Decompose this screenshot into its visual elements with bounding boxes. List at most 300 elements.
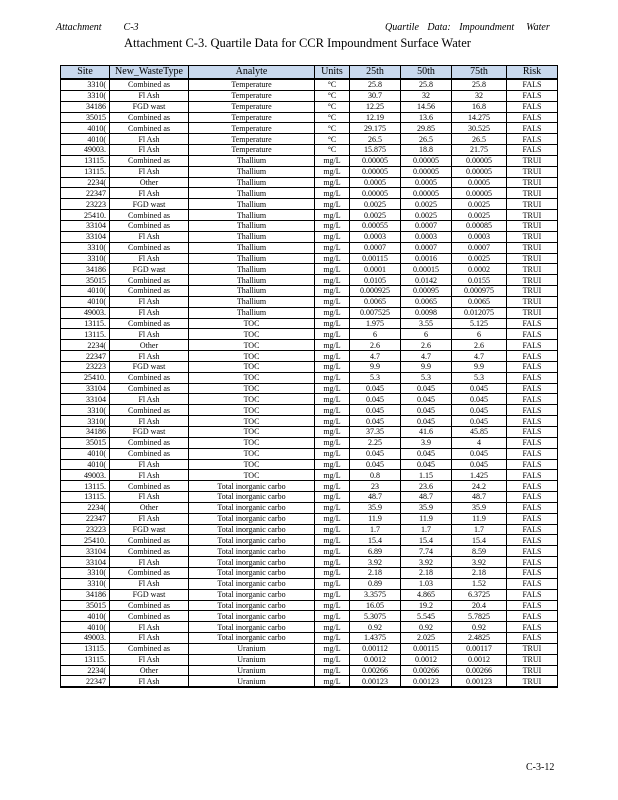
cell-50th: 0.00123: [401, 676, 452, 687]
cell-25th: 0.0007: [350, 242, 401, 253]
table-row: [61, 437, 558, 448]
table-row: [61, 557, 558, 568]
cell-site: 4010(: [61, 459, 110, 470]
table-row: [61, 155, 558, 166]
cell-risk: FALS: [507, 546, 558, 557]
cell-site: 33104: [61, 394, 110, 405]
cell-analyte: Total inorganic carbo: [189, 589, 315, 600]
cell-25th: 0.8: [350, 470, 401, 481]
table-row: [61, 351, 558, 362]
cell-units: mg/L: [315, 383, 350, 394]
table-row: [61, 524, 558, 535]
cell-50th: 13.6: [401, 112, 452, 123]
cell-25th: 0.0003: [350, 231, 401, 242]
cell-units: °C: [315, 90, 350, 101]
cell-75th: 4.7: [452, 351, 507, 362]
table-row: [61, 567, 558, 578]
cell-risk: FALS: [507, 535, 558, 546]
cell-50th: 0.0065: [401, 296, 452, 307]
col-header-site: Site: [61, 66, 110, 80]
cell-25th: 1.4375: [350, 633, 401, 644]
cell-50th: 4.865: [401, 589, 452, 600]
cell-analyte: Thallium: [189, 242, 315, 253]
cell-75th: 5.7825: [452, 611, 507, 622]
cell-25th: 29.175: [350, 123, 401, 134]
cell-wastetype: Fl Ash: [110, 166, 189, 177]
cell-analyte: Temperature: [189, 79, 315, 90]
cell-25th: 0.00005: [350, 155, 401, 166]
cell-site: 3310(: [61, 416, 110, 427]
cell-units: mg/L: [315, 643, 350, 654]
cell-25th: 0.045: [350, 405, 401, 416]
cell-analyte: Total inorganic carbo: [189, 524, 315, 535]
cell-risk: FALS: [507, 448, 558, 459]
cell-25th: 11.9: [350, 513, 401, 524]
cell-analyte: Total inorganic carbo: [189, 502, 315, 513]
cell-25th: 6: [350, 329, 401, 340]
cell-site: 23223: [61, 524, 110, 535]
cell-site: 33104: [61, 383, 110, 394]
cell-50th: 0.00015: [401, 264, 452, 275]
table-row: [61, 611, 558, 622]
cell-site: 23223: [61, 361, 110, 372]
cell-25th: 9.9: [350, 361, 401, 372]
table-row: [61, 394, 558, 405]
cell-analyte: Temperature: [189, 101, 315, 112]
cell-units: mg/L: [315, 622, 350, 633]
cell-units: mg/L: [315, 220, 350, 231]
cell-50th: 1.15: [401, 470, 452, 481]
cell-wastetype: Fl Ash: [110, 470, 189, 481]
cell-analyte: Thallium: [189, 286, 315, 297]
cell-site: 13115.: [61, 318, 110, 329]
cell-25th: 12.25: [350, 101, 401, 112]
cell-site: 49003.: [61, 633, 110, 644]
cell-wastetype: Combined as: [110, 242, 189, 253]
cell-wastetype: FGD wast: [110, 361, 189, 372]
cell-75th: 5.3: [452, 372, 507, 383]
table-header-row: [61, 66, 558, 80]
cell-analyte: TOC: [189, 329, 315, 340]
cell-75th: 25.8: [452, 79, 507, 90]
cell-units: mg/L: [315, 502, 350, 513]
cell-risk: FALS: [507, 79, 558, 90]
cell-wastetype: Combined as: [110, 275, 189, 286]
cell-25th: 0.00266: [350, 665, 401, 676]
cell-25th: 3.3575: [350, 589, 401, 600]
cell-wastetype: FGD wast: [110, 589, 189, 600]
cell-units: mg/L: [315, 264, 350, 275]
cell-risk: TRUI: [507, 307, 558, 318]
cell-wastetype: Combined as: [110, 481, 189, 492]
cell-25th: 0.00055: [350, 220, 401, 231]
cell-75th: 0.045: [452, 383, 507, 394]
cell-75th: 0.00005: [452, 166, 507, 177]
cell-risk: TRUI: [507, 654, 558, 665]
table-row: [61, 492, 558, 503]
table-row: [61, 470, 558, 481]
cell-risk: FALS: [507, 340, 558, 351]
cell-wastetype: Fl Ash: [110, 253, 189, 264]
cell-analyte: TOC: [189, 340, 315, 351]
cell-25th: 2.6: [350, 340, 401, 351]
cell-risk: TRUI: [507, 166, 558, 177]
cell-analyte: TOC: [189, 372, 315, 383]
cell-units: mg/L: [315, 427, 350, 438]
cell-units: mg/L: [315, 231, 350, 242]
cell-50th: 0.045: [401, 405, 452, 416]
cell-risk: TRUI: [507, 286, 558, 297]
cell-75th: 45.85: [452, 427, 507, 438]
cell-75th: 0.0007: [452, 242, 507, 253]
cell-analyte: Thallium: [189, 264, 315, 275]
cell-25th: 0.00123: [350, 676, 401, 687]
cell-site: 2234(: [61, 665, 110, 676]
cell-75th: 4: [452, 437, 507, 448]
table-row: [61, 372, 558, 383]
cell-analyte: Total inorganic carbo: [189, 492, 315, 503]
cell-75th: 0.0025: [452, 210, 507, 221]
cell-50th: 2.025: [401, 633, 452, 644]
cell-site: 3310(: [61, 405, 110, 416]
cell-50th: 0.92: [401, 622, 452, 633]
cell-analyte: Thallium: [189, 210, 315, 221]
cell-25th: 16.05: [350, 600, 401, 611]
cell-wastetype: Other: [110, 502, 189, 513]
cell-wastetype: Other: [110, 340, 189, 351]
cell-analyte: TOC: [189, 394, 315, 405]
table-row: [61, 231, 558, 242]
cell-site: 34186: [61, 264, 110, 275]
cell-wastetype: Fl Ash: [110, 557, 189, 568]
cell-wastetype: Fl Ash: [110, 188, 189, 199]
col-header-units: Units: [315, 66, 350, 80]
table-row: [61, 448, 558, 459]
quartile-table: [60, 65, 558, 688]
cell-50th: 9.9: [401, 361, 452, 372]
cell-units: mg/L: [315, 470, 350, 481]
cell-25th: 2.25: [350, 437, 401, 448]
cell-75th: 2.6: [452, 340, 507, 351]
cell-units: °C: [315, 123, 350, 134]
cell-25th: 35.9: [350, 502, 401, 513]
cell-analyte: Uranium: [189, 676, 315, 687]
cell-25th: 2.18: [350, 567, 401, 578]
cell-analyte: TOC: [189, 459, 315, 470]
table-row: [61, 405, 558, 416]
table-row: [61, 513, 558, 524]
cell-units: °C: [315, 145, 350, 156]
cell-analyte: Temperature: [189, 145, 315, 156]
table-row: [61, 188, 558, 199]
cell-75th: 0.00085: [452, 220, 507, 231]
cell-75th: 9.9: [452, 361, 507, 372]
cell-75th: 0.045: [452, 416, 507, 427]
cell-risk: FALS: [507, 383, 558, 394]
cell-25th: 30.7: [350, 90, 401, 101]
cell-wastetype: Fl Ash: [110, 654, 189, 665]
cell-wastetype: Fl Ash: [110, 394, 189, 405]
cell-risk: FALS: [507, 437, 558, 448]
cell-risk: TRUI: [507, 210, 558, 221]
table-row: [61, 654, 558, 665]
table-row: [61, 546, 558, 557]
cell-50th: 0.00005: [401, 188, 452, 199]
cell-risk: FALS: [507, 470, 558, 481]
table-row: [61, 264, 558, 275]
table-row: [61, 177, 558, 188]
cell-50th: 0.00005: [401, 166, 452, 177]
cell-25th: 0.0012: [350, 654, 401, 665]
cell-risk: TRUI: [507, 665, 558, 676]
cell-50th: 3.9: [401, 437, 452, 448]
cell-site: 33104: [61, 220, 110, 231]
cell-50th: 0.00095: [401, 286, 452, 297]
cell-75th: 0.0155: [452, 275, 507, 286]
cell-wastetype: Combined as: [110, 79, 189, 90]
cell-units: mg/L: [315, 340, 350, 351]
cell-50th: 14.56: [401, 101, 452, 112]
cell-analyte: Uranium: [189, 665, 315, 676]
cell-site: 22347: [61, 351, 110, 362]
cell-wastetype: FGD wast: [110, 199, 189, 210]
cell-wastetype: Fl Ash: [110, 578, 189, 589]
cell-wastetype: Other: [110, 177, 189, 188]
table-body: [61, 79, 558, 687]
cell-site: 35015: [61, 275, 110, 286]
col-header-50th: 50th: [401, 66, 452, 80]
table-row: [61, 296, 558, 307]
cell-units: mg/L: [315, 557, 350, 568]
cell-units: mg/L: [315, 633, 350, 644]
cell-units: mg/L: [315, 600, 350, 611]
table-row: [61, 145, 558, 156]
cell-risk: TRUI: [507, 199, 558, 210]
cell-analyte: Total inorganic carbo: [189, 481, 315, 492]
cell-75th: 15.4: [452, 535, 507, 546]
table-row: [61, 383, 558, 394]
cell-risk: FALS: [507, 90, 558, 101]
cell-site: 35015: [61, 600, 110, 611]
cell-units: mg/L: [315, 611, 350, 622]
cell-risk: FALS: [507, 372, 558, 383]
cell-wastetype: Combined as: [110, 123, 189, 134]
table-row: [61, 427, 558, 438]
cell-analyte: Thallium: [189, 231, 315, 242]
cell-75th: 35.9: [452, 502, 507, 513]
cell-units: mg/L: [315, 253, 350, 264]
cell-site: 4010(: [61, 123, 110, 134]
cell-50th: 23.6: [401, 481, 452, 492]
cell-site: 2234(: [61, 177, 110, 188]
cell-units: mg/L: [315, 459, 350, 470]
cell-risk: FALS: [507, 145, 558, 156]
cell-75th: 24.2: [452, 481, 507, 492]
cell-risk: FALS: [507, 134, 558, 145]
cell-75th: 0.000975: [452, 286, 507, 297]
cell-site: 4010(: [61, 622, 110, 633]
table-row: [61, 199, 558, 210]
cell-risk: FALS: [507, 416, 558, 427]
cell-wastetype: Combined as: [110, 210, 189, 221]
cell-75th: 0.92: [452, 622, 507, 633]
cell-site: 13115.: [61, 329, 110, 340]
cell-units: mg/L: [315, 361, 350, 372]
cell-units: mg/L: [315, 513, 350, 524]
cell-25th: 5.3: [350, 372, 401, 383]
table-row: [61, 481, 558, 492]
cell-site: 13115.: [61, 654, 110, 665]
table-row: [61, 253, 558, 264]
cell-50th: 2.18: [401, 567, 452, 578]
cell-units: mg/L: [315, 437, 350, 448]
cell-units: mg/L: [315, 405, 350, 416]
cell-25th: 0.00112: [350, 643, 401, 654]
cell-risk: FALS: [507, 622, 558, 633]
cell-wastetype: Fl Ash: [110, 296, 189, 307]
cell-wastetype: Combined as: [110, 383, 189, 394]
cell-site: 35015: [61, 112, 110, 123]
cell-25th: 0.045: [350, 416, 401, 427]
cell-site: 34186: [61, 101, 110, 112]
cell-wastetype: FGD wast: [110, 264, 189, 275]
cell-risk: FALS: [507, 123, 558, 134]
cell-analyte: Thallium: [189, 307, 315, 318]
cell-units: °C: [315, 79, 350, 90]
cell-analyte: TOC: [189, 318, 315, 329]
cell-risk: TRUI: [507, 264, 558, 275]
cell-site: 33104: [61, 231, 110, 242]
cell-risk: FALS: [507, 502, 558, 513]
cell-75th: 26.5: [452, 134, 507, 145]
cell-analyte: TOC: [189, 351, 315, 362]
cell-25th: 15.4: [350, 535, 401, 546]
cell-units: °C: [315, 101, 350, 112]
cell-risk: TRUI: [507, 296, 558, 307]
cell-units: mg/L: [315, 307, 350, 318]
cell-wastetype: Combined as: [110, 318, 189, 329]
cell-wastetype: Other: [110, 665, 189, 676]
table-row: [61, 633, 558, 644]
cell-wastetype: Fl Ash: [110, 90, 189, 101]
cell-risk: TRUI: [507, 676, 558, 687]
cell-site: 13115.: [61, 643, 110, 654]
table-row: [61, 123, 558, 134]
cell-units: mg/L: [315, 481, 350, 492]
cell-wastetype: Combined as: [110, 437, 189, 448]
cell-wastetype: Fl Ash: [110, 492, 189, 503]
cell-site: 4010(: [61, 448, 110, 459]
cell-risk: FALS: [507, 578, 558, 589]
cell-site: 22347: [61, 513, 110, 524]
table-row: [61, 90, 558, 101]
cell-site: 34186: [61, 589, 110, 600]
cell-25th: 0.0025: [350, 199, 401, 210]
cell-risk: FALS: [507, 481, 558, 492]
cell-25th: 6.89: [350, 546, 401, 557]
cell-wastetype: Combined as: [110, 546, 189, 557]
table-row: [61, 329, 558, 340]
cell-site: 34186: [61, 427, 110, 438]
cell-units: mg/L: [315, 329, 350, 340]
col-header-analyte: Analyte: [189, 66, 315, 80]
table-row: [61, 242, 558, 253]
cell-50th: 0.0098: [401, 307, 452, 318]
cell-site: 33104: [61, 557, 110, 568]
cell-75th: 0.00266: [452, 665, 507, 676]
cell-wastetype: Combined as: [110, 643, 189, 654]
cell-analyte: TOC: [189, 416, 315, 427]
cell-75th: 20.4: [452, 600, 507, 611]
cell-50th: 3.55: [401, 318, 452, 329]
cell-wastetype: Fl Ash: [110, 459, 189, 470]
cell-analyte: Uranium: [189, 654, 315, 665]
cell-site: 49003.: [61, 145, 110, 156]
cell-analyte: Total inorganic carbo: [189, 567, 315, 578]
cell-50th: 0.00005: [401, 155, 452, 166]
cell-wastetype: Fl Ash: [110, 134, 189, 145]
cell-analyte: Thallium: [189, 296, 315, 307]
table-row: [61, 459, 558, 470]
cell-risk: TRUI: [507, 253, 558, 264]
cell-50th: 0.045: [401, 383, 452, 394]
cell-50th: 0.0025: [401, 199, 452, 210]
cell-75th: 1.52: [452, 578, 507, 589]
table-row: [61, 79, 558, 90]
cell-site: 2234(: [61, 502, 110, 513]
table-row: [61, 210, 558, 221]
cell-units: mg/L: [315, 665, 350, 676]
cell-analyte: Total inorganic carbo: [189, 633, 315, 644]
cell-site: 3310(: [61, 242, 110, 253]
cell-risk: FALS: [507, 318, 558, 329]
cell-50th: 0.0016: [401, 253, 452, 264]
cell-75th: 0.00005: [452, 155, 507, 166]
cell-50th: 0.0003: [401, 231, 452, 242]
cell-analyte: Total inorganic carbo: [189, 546, 315, 557]
cell-analyte: Uranium: [189, 643, 315, 654]
cell-75th: 0.0025: [452, 253, 507, 264]
cell-75th: 3.92: [452, 557, 507, 568]
cell-wastetype: Combined as: [110, 372, 189, 383]
table-row: [61, 307, 558, 318]
table-row: [61, 318, 558, 329]
cell-risk: FALS: [507, 112, 558, 123]
cell-units: mg/L: [315, 199, 350, 210]
cell-analyte: TOC: [189, 470, 315, 481]
cell-analyte: TOC: [189, 437, 315, 448]
cell-50th: 0.0007: [401, 220, 452, 231]
page-number: C-3-12: [526, 762, 555, 773]
cell-wastetype: Combined as: [110, 220, 189, 231]
cell-units: mg/L: [315, 524, 350, 535]
cell-units: mg/L: [315, 275, 350, 286]
cell-50th: 3.92: [401, 557, 452, 568]
cell-risk: FALS: [507, 459, 558, 470]
cell-25th: 15.875: [350, 145, 401, 156]
cell-units: mg/L: [315, 654, 350, 665]
cell-analyte: Total inorganic carbo: [189, 578, 315, 589]
cell-25th: 0.0105: [350, 275, 401, 286]
cell-risk: TRUI: [507, 177, 558, 188]
cell-50th: 0.045: [401, 394, 452, 405]
cell-50th: 1.7: [401, 524, 452, 535]
cell-75th: 11.9: [452, 513, 507, 524]
cell-wastetype: Fl Ash: [110, 231, 189, 242]
table-row: [61, 622, 558, 633]
cell-site: 49003.: [61, 470, 110, 481]
cell-75th: 0.00117: [452, 643, 507, 654]
